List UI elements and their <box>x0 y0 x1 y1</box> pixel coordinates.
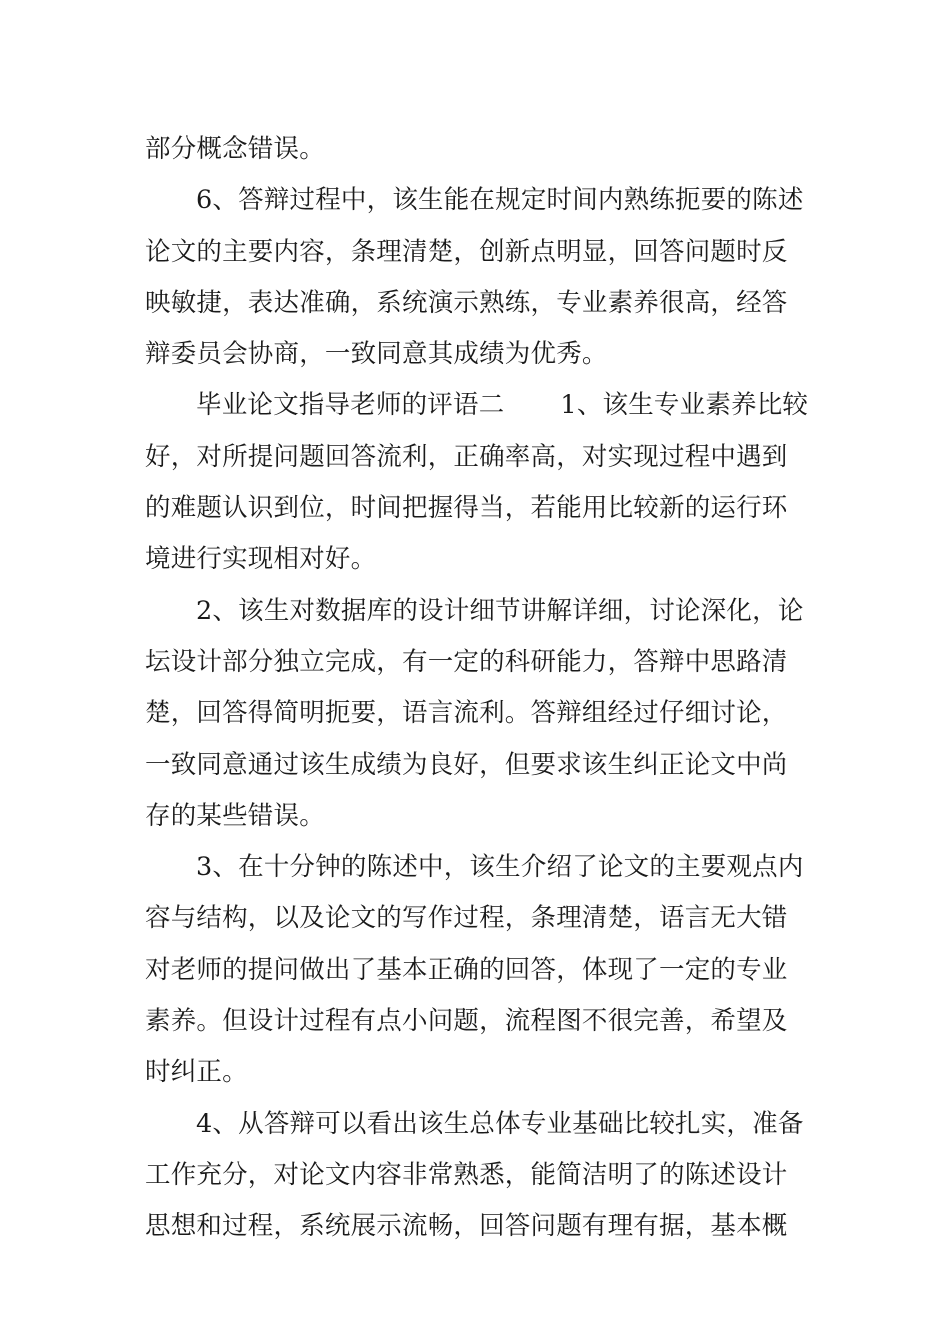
text-line: 论文的主要内容，条理清楚，创新点明显，回答问题时反 <box>145 236 788 267</box>
text-line: 楚，回答得简明扼要，语言流利。答辩组经过仔细讨论， <box>145 698 788 729</box>
text-line: 部分概念错误。 <box>145 134 325 164</box>
text-line: 辩委员会协商，一致同意其成绩为优秀。 <box>145 339 608 370</box>
text-line: 素养。但设计过程有点小问题，流程图不很完善，希望及 <box>145 1006 788 1037</box>
text-line: 思想和过程，系统展示流畅，回答问题有理有据，基本概 <box>145 1211 788 1242</box>
paragraph-start-text: 1、该生专业素养比较 <box>560 390 809 421</box>
paragraph-start-line: 6、答辩过程中，该生能在规定时间内熟练扼要的陈述 <box>196 185 804 216</box>
text-line: 工作充分，对论文内容非常熟悉，能简洁明了的陈述设计 <box>145 1159 788 1190</box>
paragraph-start-line: 4、从答辩可以看出该生总体专业基础比较扎实，准备 <box>196 1108 804 1139</box>
text-line: 一致同意通过该生成绩为良好，但要求该生纠正论文中尚 <box>145 749 788 780</box>
text-line: 的难题认识到位，时间把握得当，若能用比较新的运行环 <box>145 493 788 524</box>
text-line: 坛设计部分独立完成，有一定的科研能力，答辩中思路清 <box>145 646 788 677</box>
document-page <box>145 124 810 1253</box>
section-heading-line <box>145 380 810 431</box>
text-line: 容与结构，以及论文的写作过程，条理清楚，语言无大错 <box>145 903 788 934</box>
text-line: 境进行实现相对好。 <box>145 544 377 575</box>
text-line: 存的某些错误。 <box>145 800 325 831</box>
section-heading: 毕业论文指导老师的评语二 <box>196 390 505 421</box>
paragraph-start-line: 2、该生对数据库的设计细节讲解详细，讨论深化，论 <box>196 595 804 626</box>
text-line: 映敏捷，表达准确，系统演示熟练，专业素养很高，经答 <box>145 287 788 318</box>
text-line: 时纠正。 <box>145 1057 248 1088</box>
paragraph-start-line: 3、在十分钟的陈述中，该生介绍了论文的主要观点内 <box>196 852 804 883</box>
text-line: 对老师的提问做出了基本正确的回答，体现了一定的专业 <box>145 954 788 985</box>
text-line: 好，对所提问题回答流利，正确率高，对实现过程中遇到 <box>145 441 788 472</box>
